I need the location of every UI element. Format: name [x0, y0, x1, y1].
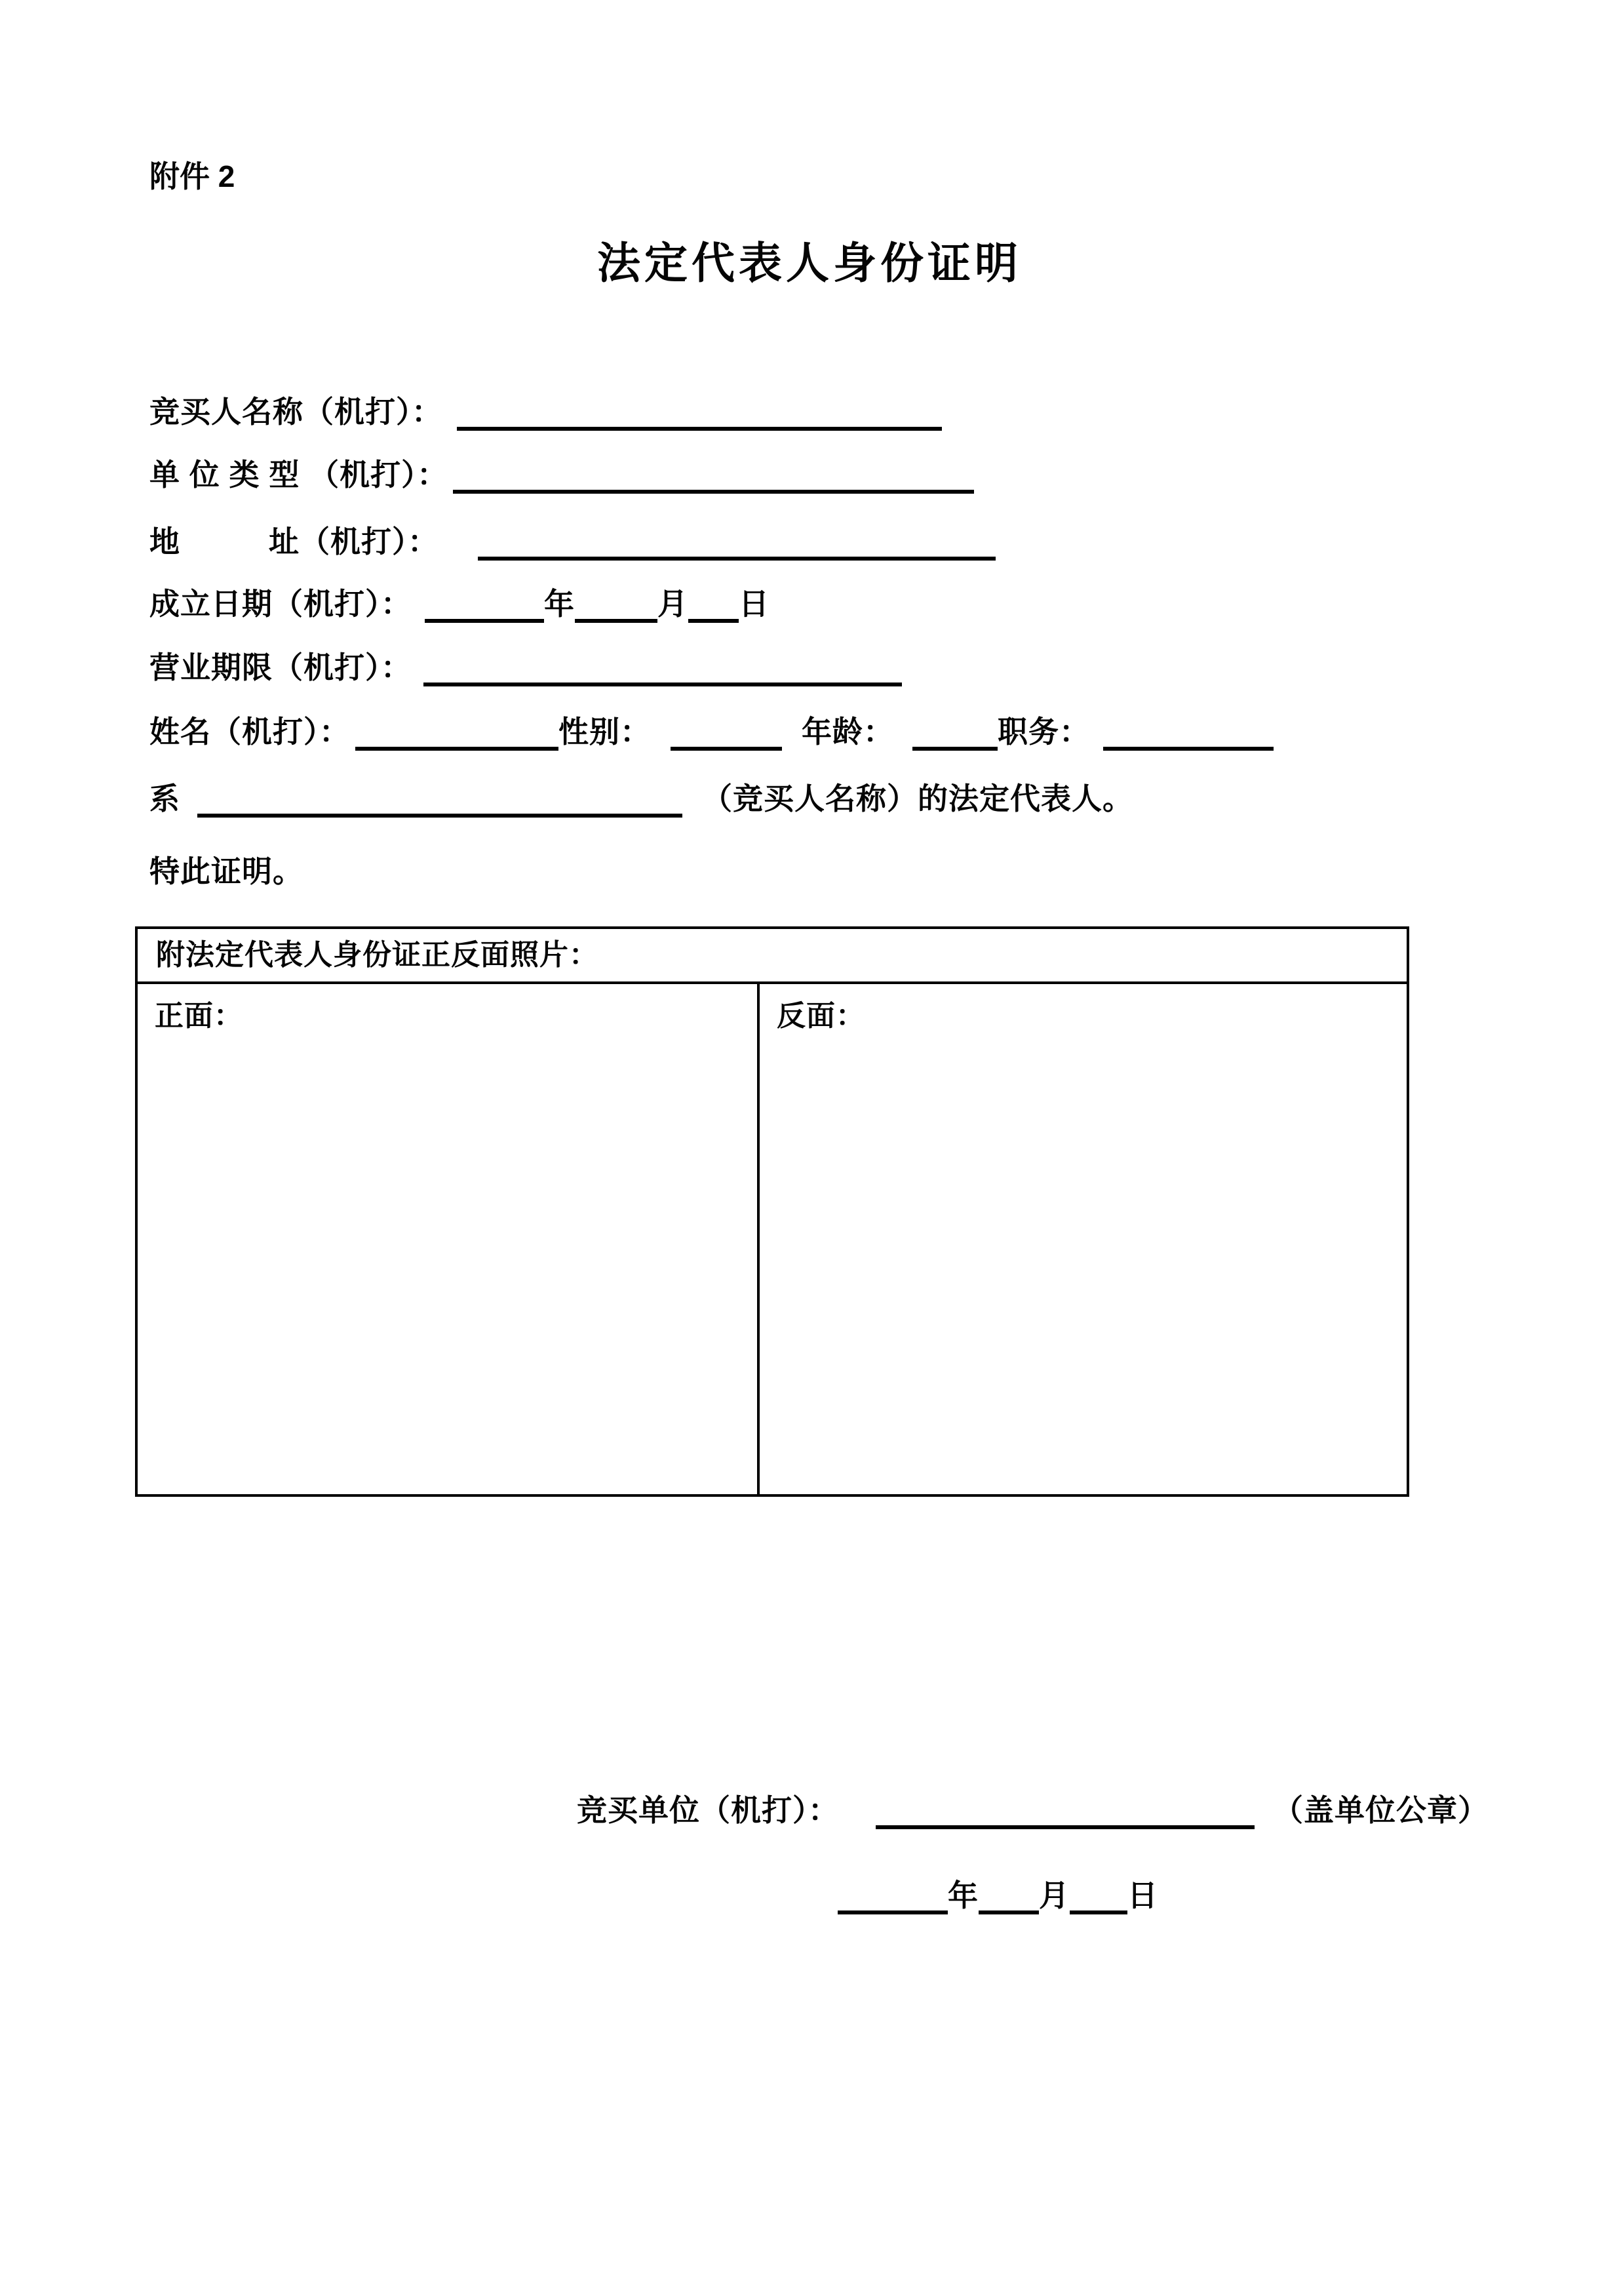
- age-label: 年龄：: [802, 715, 894, 749]
- field-row-person: [149, 713, 1274, 751]
- photo-box-body: [138, 984, 1407, 1494]
- relation-suffix: （竞买人名称）的法定代表人。: [702, 782, 1133, 816]
- bidder-name-blank: [457, 401, 942, 431]
- relation-prefix: 系: [149, 782, 180, 816]
- gender-label: 性别：: [558, 715, 651, 749]
- field-row-business-term: [149, 648, 902, 686]
- footer-unit-row: [577, 1791, 1489, 1829]
- seal-note: （盖单位公章）: [1273, 1793, 1489, 1827]
- position-label: 职务：: [998, 715, 1090, 749]
- establish-day-blank: [688, 593, 739, 623]
- business-term-blank: [423, 656, 902, 686]
- address-blank: [478, 530, 996, 561]
- footer-year-char: 年: [948, 1878, 979, 1912]
- person-name-label: 姓名（机打）：: [149, 715, 350, 749]
- footer-year-blank: [838, 1884, 948, 1914]
- page-title: 法定代表人身份证明: [597, 239, 1022, 287]
- attachment-label: 附件 2: [149, 159, 235, 193]
- establish-month-blank: [575, 593, 657, 623]
- unit-type-blank: [453, 464, 974, 494]
- business-term-label: 营业期限（机打）：: [149, 650, 412, 684]
- field-row-relation: [149, 780, 1133, 818]
- footer-unit-blank: [876, 1799, 1255, 1829]
- footer-date-row: [838, 1876, 1158, 1914]
- establish-date-label: 成立日期（机打）：: [149, 587, 412, 621]
- day-char: 日: [739, 587, 770, 621]
- position-blank: [1103, 721, 1274, 751]
- footer-day-char: 日: [1127, 1878, 1158, 1912]
- closing-statement: 特此证明。: [149, 854, 303, 888]
- field-row-establish-date: [149, 585, 770, 623]
- photo-box-header: 附法定代表人身份证正反面照片：: [138, 929, 1407, 984]
- back-label: 反面：: [777, 1000, 865, 1032]
- bidder-name-label: 竞买人名称（机打）：: [149, 395, 442, 429]
- front-label: 正面：: [155, 1000, 243, 1032]
- field-row-unit-type: [149, 456, 974, 494]
- photo-cell-front: [138, 984, 760, 1494]
- establish-year-blank: [425, 593, 544, 623]
- field-row-address: [149, 523, 996, 561]
- closing-statement-row: [149, 852, 303, 890]
- address-label-left: 地: [149, 525, 180, 559]
- gender-blank: [671, 721, 782, 751]
- month-char: 月: [657, 587, 688, 621]
- photo-cell-back: [760, 984, 1407, 1494]
- relation-blank: [197, 787, 682, 818]
- year-char: 年: [544, 587, 575, 621]
- address-label-right: 址（机打）：: [269, 525, 439, 559]
- footer-month-char: 月: [1039, 1878, 1070, 1912]
- age-blank: [912, 721, 998, 751]
- id-photo-box: [135, 926, 1409, 1497]
- person-name-blank: [355, 721, 558, 751]
- field-row-bidder-name: [149, 393, 942, 431]
- footer-month-blank: [979, 1884, 1039, 1914]
- footer-day-blank: [1070, 1884, 1127, 1914]
- unit-type-label: 单 位 类 型 （机打）：: [149, 458, 448, 492]
- footer-unit-label: 竞买单位（机打）：: [577, 1793, 839, 1827]
